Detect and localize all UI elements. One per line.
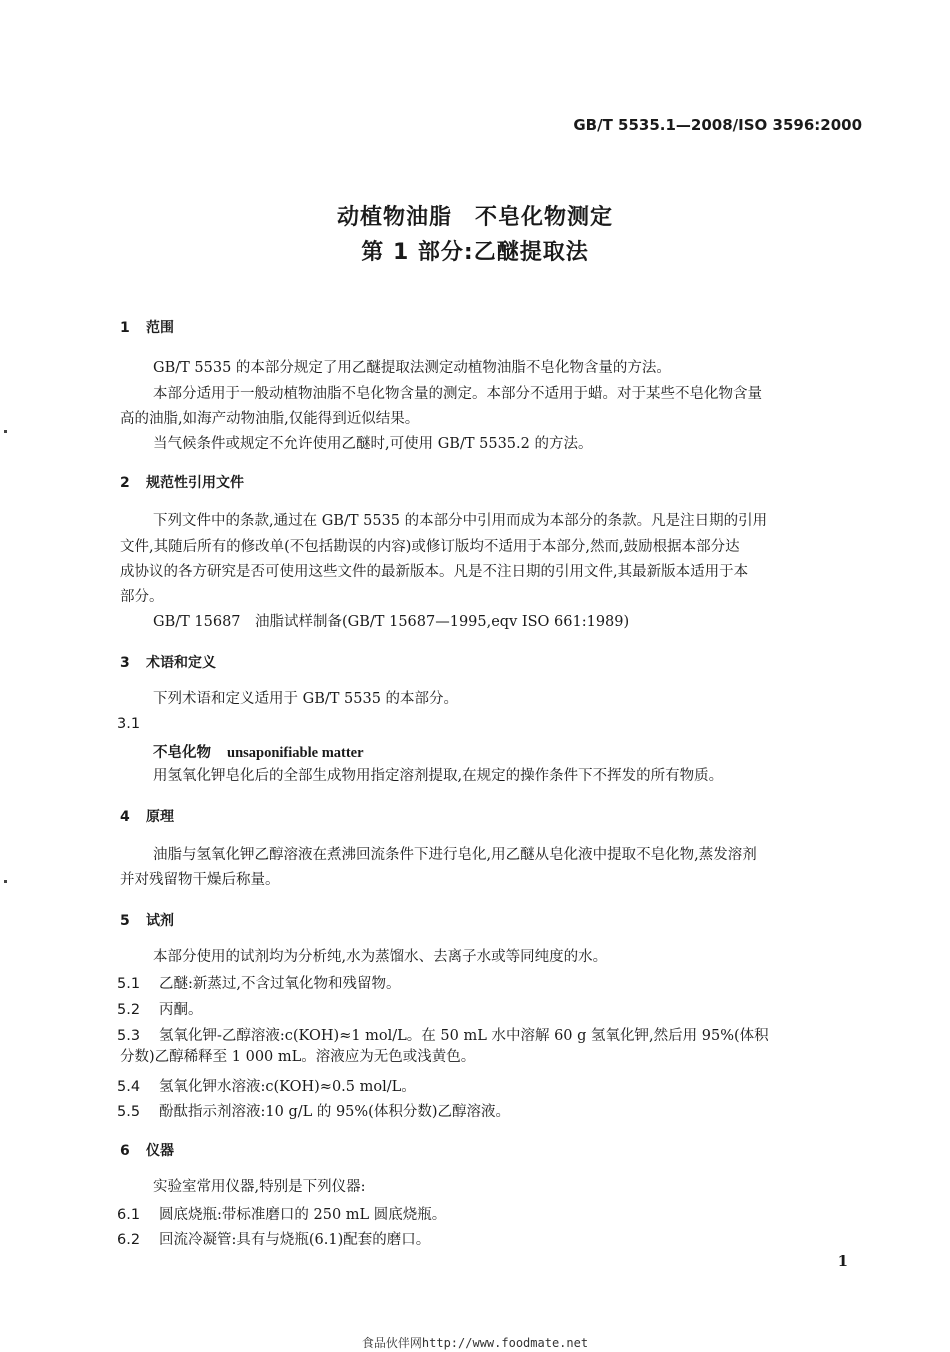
paragraph: 下列术语和定义适用于 GB/T 5535 的本部分。	[153, 691, 459, 707]
paragraph: GB/T 5535 的本部分规定了用乙醚提取法测定动植物油脂不皂化物含量的方法。	[153, 360, 671, 376]
list-item: 5.2 丙酮。	[117, 1002, 203, 1018]
section-number: 2	[120, 475, 130, 491]
term-definition: 用氢氧化钾皂化后的全部生成物用指定溶剂提取,在规定的操作条件下不挥发的所有物质。	[153, 768, 724, 784]
paragraph: 下列文件中的条款,通过在 GB/T 5535 的本部分中引用而成为本部分的条款。凡是注日期的引用	[153, 513, 768, 529]
list-item: 5.4 氢氧化钾水溶液:c(KOH)≈0.5 mol/L。	[117, 1079, 416, 1095]
paragraph: 实验室常用仪器,特别是下列仪器:	[153, 1179, 366, 1195]
section-title: 范围	[146, 320, 174, 336]
paragraph: 本部分适用于一般动植物油脂不皂化物含量的测定。本部分不适用于蜡。对于某些不皂化物含量	[153, 386, 762, 402]
list-item: 5.5 酚酞指示剂溶液:10 g/L 的 95%(体积分数)乙醇溶液。	[117, 1104, 511, 1120]
section-title: 原理	[146, 809, 174, 825]
section-heading-6	[120, 1140, 174, 1160]
section-heading-5	[120, 910, 174, 930]
section-heading-4	[120, 806, 174, 826]
paragraph: 成协议的各方研究是否可使用这些文件的最新版本。凡是不注日期的引用文件,其最新版本适用于本	[120, 564, 749, 580]
section-title: 仪器	[146, 1143, 174, 1159]
section-number: 1	[120, 320, 130, 336]
document-title: 动植物油脂 不皂化物测定	[336, 205, 613, 230]
paragraph: 油脂与氢氧化钾乙醇溶液在煮沸回流条件下进行皂化,用乙醚从皂化液中提取不皂化物,蒸发溶剂	[153, 847, 757, 863]
section-title: 试剂	[146, 913, 174, 929]
scan-mark	[4, 880, 7, 883]
subsection-number: 3.1	[117, 716, 141, 732]
paragraph: 并对残留物干燥后称量。	[120, 872, 280, 888]
section-number: 3	[120, 655, 130, 671]
paragraph: 高的油脂,如海产动物油脂,仅能得到近似结果。	[120, 411, 420, 427]
page-number: 1	[837, 1252, 848, 1270]
section-title: 术语和定义	[146, 655, 216, 671]
list-item: 5.3 氢氧化钾-乙醇溶液:c(KOH)≈1 mol/L。在 50 mL 水中溶解 60 g 氢氧化钾,然后用 95%(体积	[117, 1028, 769, 1044]
list-item: 6.2 回流冷凝管:具有与烧瓶(6.1)配套的磨口。	[117, 1232, 431, 1248]
section-number: 5	[120, 913, 130, 929]
paragraph: 当气候条件或规定不允许使用乙醚时,可使用 GB/T 5535.2 的方法。	[153, 436, 593, 452]
footer-watermark: 食品伙伴网http://www.foodmate.net	[361, 1336, 589, 1350]
section-heading-2	[120, 472, 244, 492]
term-chinese: 不皂化物	[153, 744, 211, 761]
paragraph: 文件,其随后所有的修改单(不包括勘误的内容)或修订版均不适用于本部分,然而,鼓励根据本部分达	[120, 539, 740, 555]
section-title: 规范性引用文件	[146, 475, 244, 491]
paragraph: 本部分使用的试剂均为分析纯,水为蒸馏水、去离子水或等同纯度的水。	[153, 949, 608, 965]
list-item: 5.1 乙醚:新蒸过,不含过氧化物和残留物。	[117, 976, 401, 992]
section-number: 6	[120, 1143, 130, 1159]
list-item: 6.1 圆底烧瓶:带标准磨口的 250 mL 圆底烧瓶。	[117, 1207, 447, 1223]
standard-number: GB/T 5535.1—2008/ISO 3596:2000	[573, 116, 862, 134]
section-heading-1	[120, 317, 174, 337]
document-subtitle: 第 1 部分:乙醚提取法	[361, 240, 589, 265]
paragraph: 部分。	[120, 589, 164, 605]
normative-reference: GB/T 15687 油脂试样制备(GB/T 15687—1995,eqv ISO 661:1989)	[153, 614, 630, 630]
term-entry	[153, 741, 364, 762]
scan-mark	[4, 430, 7, 433]
section-number: 4	[120, 809, 130, 825]
term-english: unsaponifiable matter	[227, 745, 364, 761]
section-heading-3	[120, 652, 216, 672]
list-item-continuation: 分数)乙醇稀释至 1 000 mL。溶液应为无色或浅黄色。	[120, 1049, 476, 1065]
